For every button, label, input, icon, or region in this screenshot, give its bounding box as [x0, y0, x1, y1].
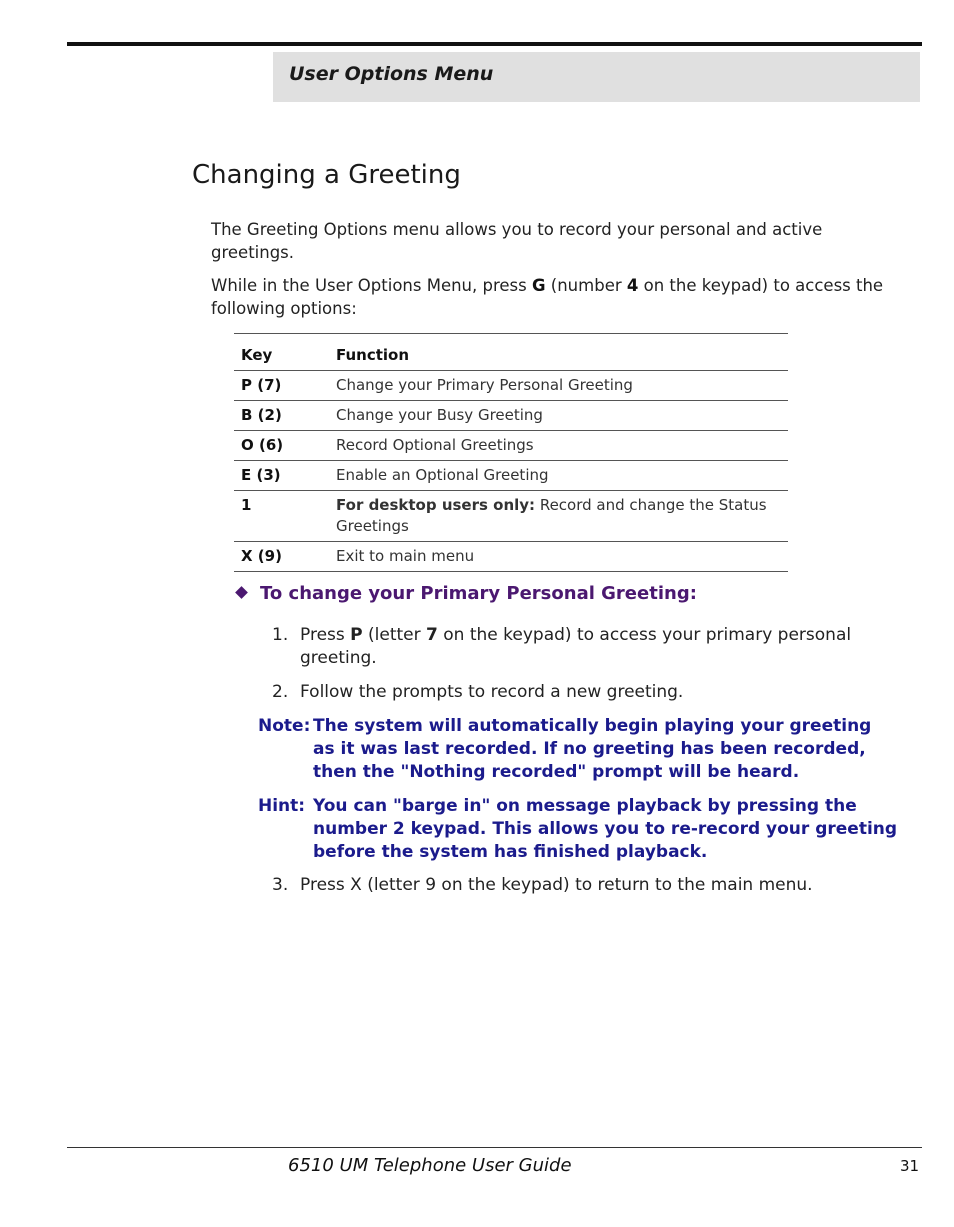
step-3 [272, 874, 892, 897]
row-function: Exit to main menu [336, 547, 475, 565]
step-number: 1. [272, 625, 289, 645]
step-text: Press X (letter 9 on the keypad) to return to the main menu. [300, 875, 813, 895]
step-number: 3. [272, 875, 289, 895]
hint-callout [258, 795, 898, 864]
hint-label: Hint: [258, 796, 306, 816]
procedure-heading: To change your Primary Personal Greeting: [234, 583, 697, 604]
instruction-paragraph: While in the User Options Menu, press G (number 4 on the keypad) to access the following options: [211, 276, 884, 318]
step-number: 2. [272, 682, 289, 702]
function-emphasis: For desktop users only: [336, 496, 536, 514]
header-rule [67, 42, 922, 46]
note-label: Note: [258, 716, 311, 736]
footer-title: 6510 UM Telephone User Guide [288, 1155, 572, 1176]
row-key: 1 [241, 496, 252, 514]
row-function: For desktop users only: Record and change the Status Greetings [336, 496, 767, 535]
column-header-key: Key [241, 346, 273, 364]
table-row [234, 401, 788, 431]
hint-text: You can "barge in" on message playback by pressing the number 2 keypad. This allows you to re-record your greeting before the system has finished playback. [313, 796, 898, 862]
section-header-bar [273, 52, 920, 102]
page-title: Changing a Greeting [192, 160, 461, 190]
note-text: The system will automatically begin playing your greeting as it was last recorded. If no greeting has been recorded, then the "Nothing recorded" prompt will be heard. [313, 716, 872, 782]
row-key: P (7) [241, 376, 282, 394]
step-text: Press P (letter 7 on the keypad) to access your primary personal greeting. [300, 625, 852, 668]
diamond-bullet-icon [235, 586, 248, 599]
table-row [234, 431, 788, 461]
step-2 [272, 681, 892, 704]
note-callout [258, 715, 898, 784]
page-number: 31 [900, 1157, 920, 1175]
table-row [234, 491, 788, 542]
step-1 [272, 624, 892, 670]
row-function: Change your Busy Greeting [336, 406, 543, 424]
table-header-row [234, 334, 788, 371]
greeting-options-table [234, 333, 788, 572]
row-function: Enable an Optional Greeting [336, 466, 549, 484]
key-letter: G [532, 276, 546, 295]
footer-rule [67, 1147, 922, 1148]
key-number: 4 [626, 276, 639, 295]
intro-paragraph: The Greeting Options menu allows you to record your personal and active greetings. [211, 220, 823, 262]
row-key: B (2) [241, 406, 282, 424]
section-title: User Options Menu [289, 63, 494, 85]
row-key: O (6) [241, 436, 284, 454]
row-function: Record Optional Greetings [336, 436, 534, 454]
table-row [234, 371, 788, 401]
row-key: X (9) [241, 547, 282, 565]
table-row [234, 542, 788, 572]
row-key: E (3) [241, 466, 281, 484]
column-header-function: Function [336, 346, 410, 364]
step-text: Follow the prompts to record a new greeting. [300, 682, 684, 702]
row-function: Change your Primary Personal Greeting [336, 376, 633, 394]
table-row [234, 461, 788, 491]
